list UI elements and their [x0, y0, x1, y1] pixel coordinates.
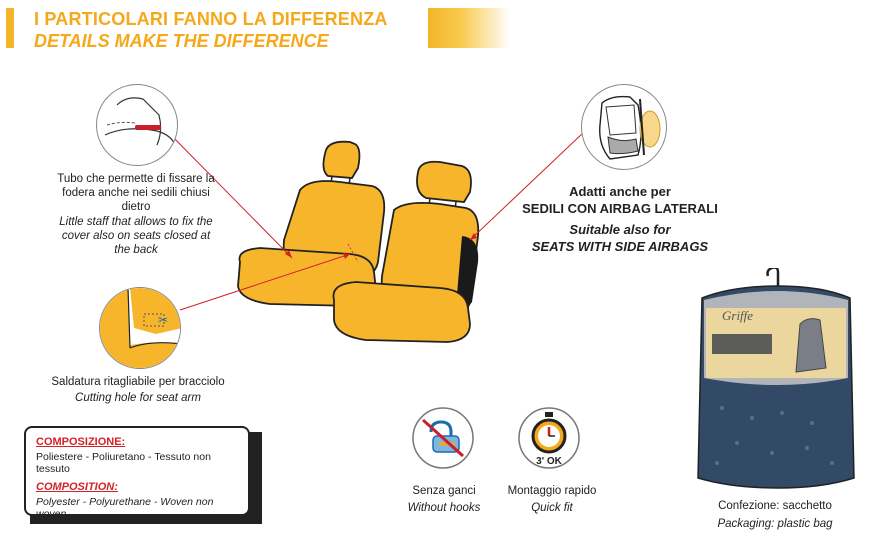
- quick-fit-badge: 3' OK: [536, 456, 562, 467]
- composition-text-italian: Poliestere - Poliuretano - Tessuto non tessuto: [36, 451, 211, 475]
- packaging-label-italian: Confezione: sacchetto: [718, 500, 832, 512]
- tube-caption-english: Little staff that allows to fix the cover also on seats closed at the back: [59, 216, 213, 256]
- no-hooks-label-english: Without hooks: [407, 502, 481, 514]
- left-seat: [238, 142, 384, 306]
- composition-text-english: Polyester - Polyurethane - Woven non woven: [36, 496, 214, 520]
- tube-caption-italian: Tubo che permette di fissare la fodera anche nei sedili chiusi dietro: [57, 173, 215, 213]
- airbag-line1-italian: Adatti anche per: [569, 184, 671, 199]
- svg-text:✂: ✂: [158, 313, 169, 327]
- quick-fit-label-italian: Montaggio rapido: [507, 485, 597, 497]
- header-title-english: DETAILS MAKE THE DIFFERENCE: [34, 31, 329, 51]
- composition-box: [24, 426, 250, 520]
- armrest-caption-italian: Saldatura ritagliabile per bracciolo: [51, 376, 225, 388]
- armrest-caption-english: Cutting hole for seat arm: [75, 392, 201, 404]
- airbag-line1-english: Suitable also for: [569, 222, 671, 237]
- quick-fit-label-english: Quick fit: [531, 502, 573, 514]
- packaging-label-english: Packaging: plastic bag: [717, 518, 833, 530]
- package-brand: Griffe: [722, 308, 754, 323]
- composition-heading-italian: COMPOSIZIONE:: [36, 436, 126, 448]
- armrest-detail-image: [99, 287, 181, 369]
- airbag-line2-italian: SEDILI CON AIRBAG LATERALI: [522, 201, 718, 216]
- package-image: [692, 268, 858, 490]
- header-title-italian: I PARTICOLARI FANNO LA DIFFERENZA: [34, 9, 388, 29]
- tube-detail-image: [96, 84, 178, 166]
- airbag-detail-image: [581, 84, 667, 170]
- no-hooks-label-italian: Senza ganci: [412, 485, 476, 497]
- airbag-caption-english: [520, 221, 720, 255]
- composition-heading-english: COMPOSITION:: [36, 481, 118, 493]
- clock-icon: [517, 406, 581, 470]
- no-hooks-icon: [411, 406, 475, 470]
- airbag-line2-english: SEATS WITH SIDE AIRBAGS: [531, 239, 709, 254]
- airbag-caption-italian: [520, 183, 720, 217]
